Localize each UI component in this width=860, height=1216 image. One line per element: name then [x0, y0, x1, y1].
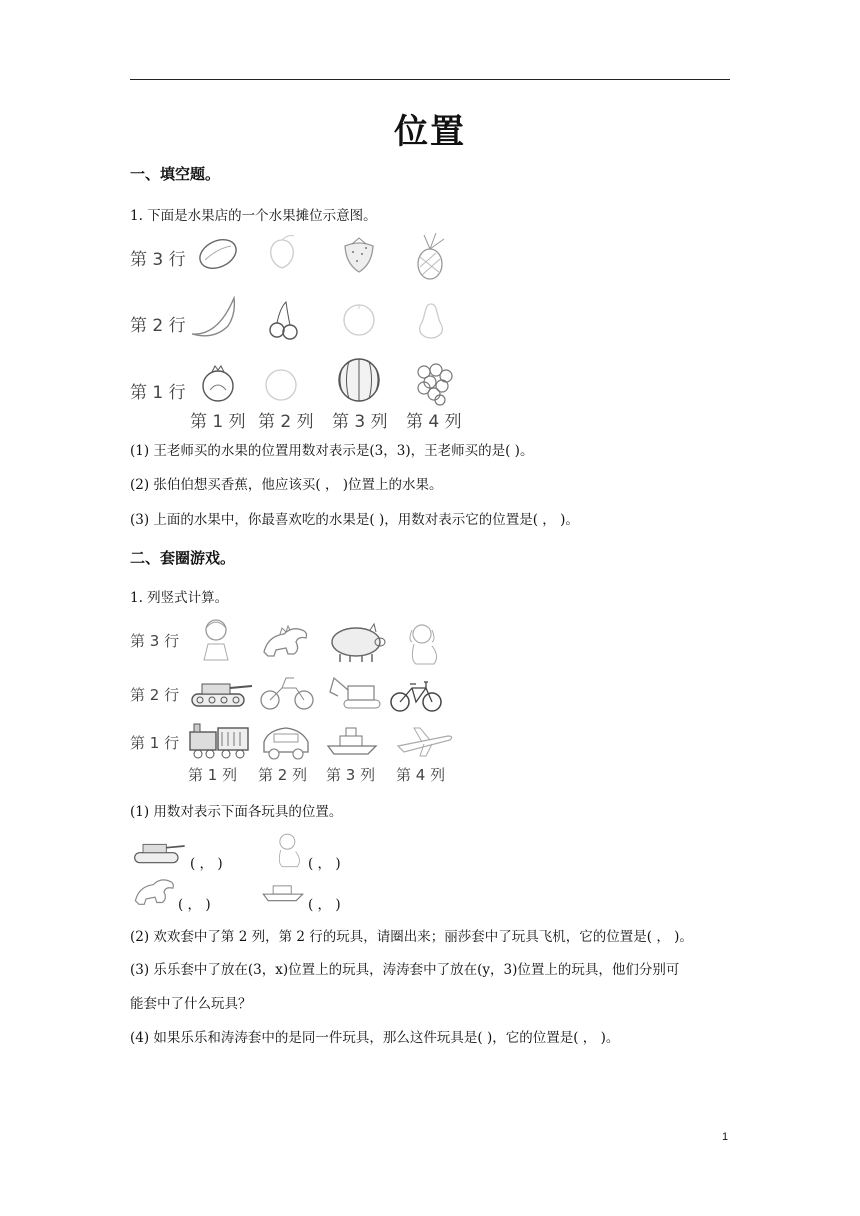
ship-answer-blank[interactable]: ( ， )	[308, 897, 341, 913]
dinosaur-answer-blank[interactable]: ( ， )	[178, 897, 211, 913]
pear-icon	[414, 298, 448, 340]
fruit-row2-label: 第 2 行	[130, 316, 186, 336]
cherry-icon	[266, 298, 302, 342]
q1-1: (1) 王老师买的水果的位置用数对表示是(3，3)，王老师买的是( )。	[130, 443, 534, 459]
peach-icon	[262, 232, 302, 274]
dinosaur-icon	[258, 620, 314, 660]
q2-4: (4) 如果乐乐和涛涛套中的是同一件玩具，那么这件玩具是( )，它的位置是( ， )。	[130, 1030, 620, 1046]
fruit-col4-label: 第 4 列	[406, 412, 462, 432]
pomegranate-icon	[196, 362, 240, 404]
toy-row3-label: 第 3 行	[130, 632, 180, 650]
q1-intro: 1. 下面是水果店的一个水果摊位示意图。	[130, 208, 377, 224]
toy-row1-label: 第 1 行	[130, 734, 180, 752]
dog-icon	[270, 830, 308, 870]
ship-icon	[324, 724, 380, 758]
pig-icon	[326, 620, 388, 664]
lemon-icon	[196, 234, 240, 274]
q2-2: (2) 欢欢套中了第 2 列，第 2 行的玩具，请圈出来；丽莎套中了玩具飞机，它的位置是( ， )。	[130, 929, 693, 945]
car-icon	[258, 722, 314, 762]
header-rule	[130, 79, 730, 80]
section1-heading: 一、填空题。	[130, 165, 221, 183]
strawberry-icon	[340, 234, 378, 276]
pineapple-icon	[408, 231, 454, 281]
toy-col4-label: 第 4 列	[396, 766, 446, 784]
toy-col2-label: 第 2 列	[258, 766, 308, 784]
banana-icon	[188, 294, 240, 340]
tank-icon	[186, 674, 254, 710]
dinosaur-icon	[130, 872, 180, 908]
fruit-col2-label: 第 2 列	[258, 412, 314, 432]
dog-icon	[402, 620, 446, 668]
train-icon	[186, 720, 252, 760]
page-number: 1	[722, 1131, 729, 1143]
airplane-icon	[394, 724, 454, 758]
tank-answer-blank[interactable]: ( ， )	[190, 856, 223, 872]
q2-1: (1) 用数对表示下面各玩具的位置。	[130, 804, 343, 820]
fruit-row1-label: 第 1 行	[130, 383, 186, 403]
tank-icon	[128, 836, 188, 866]
q2-3a: (3) 乐乐套中了放在(3，x)位置上的玩具，涛涛套中了放在(y，3)位置上的玩具，他们分别可	[130, 962, 680, 978]
fruit-col1-label: 第 1 列	[190, 412, 246, 432]
bicycle-icon	[388, 674, 444, 714]
watermelon-icon	[334, 355, 384, 403]
orange-icon	[262, 366, 300, 404]
motorcycle-icon	[258, 670, 316, 712]
toy-col3-label: 第 3 列	[326, 766, 376, 784]
q1-2: (2) 张伯伯想买香蕉，他应该买( ， )位置上的水果。	[130, 477, 443, 493]
fruit-col3-label: 第 3 列	[332, 412, 388, 432]
q2-intro: 1. 列竖式计算。	[130, 590, 229, 606]
page-title: 位置	[394, 112, 466, 152]
orange-icon	[340, 300, 378, 338]
q2-3b: 能套中了什么玩具？	[130, 996, 252, 1012]
toy-col1-label: 第 1 列	[188, 766, 238, 784]
excavator-icon	[326, 672, 384, 712]
fruit-row3-label: 第 3 行	[130, 250, 186, 270]
q1-3: (3) 上面的水果中，你最喜欢吃的水果是( )，用数对表示它的位置是( ， )。	[130, 512, 579, 528]
grapes-icon	[410, 358, 456, 406]
section2-heading: 二、套圈游戏。	[130, 549, 236, 567]
ship-icon	[260, 876, 306, 904]
toy-row2-label: 第 2 行	[130, 686, 180, 704]
dog-answer-blank[interactable]: ( ， )	[308, 856, 341, 872]
girl-icon	[198, 616, 234, 662]
